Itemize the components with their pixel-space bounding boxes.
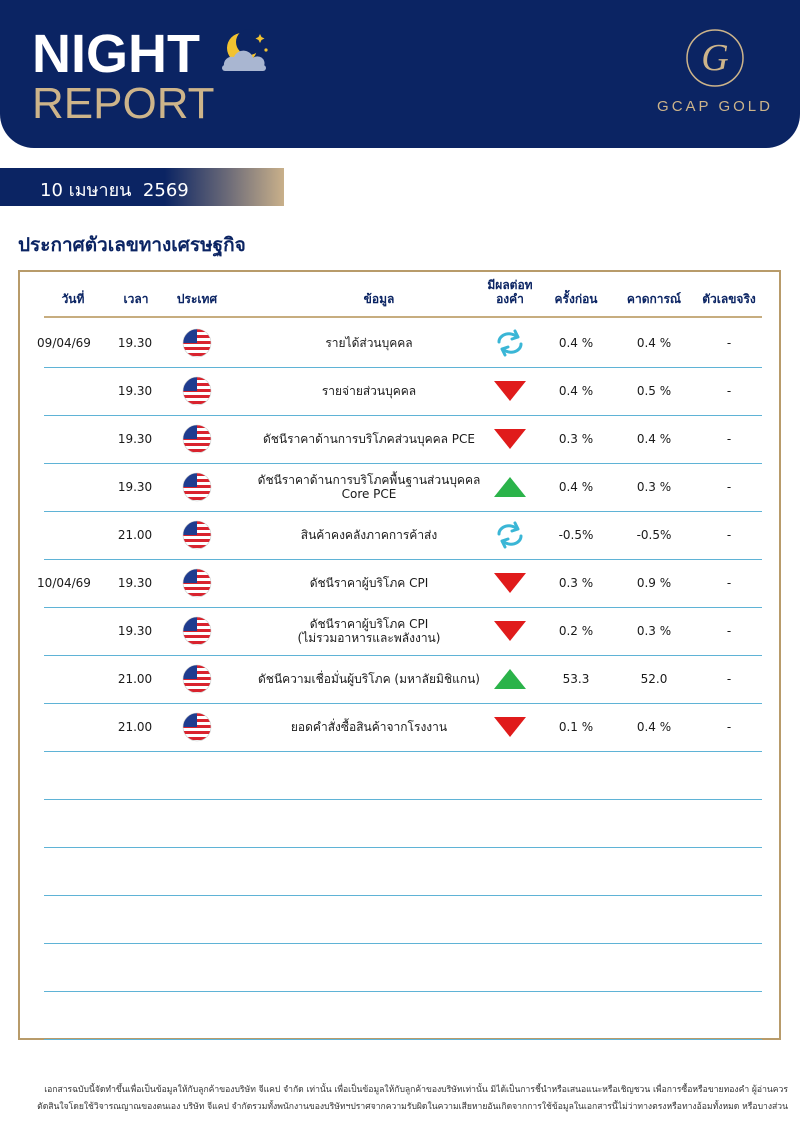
table-row (44, 464, 762, 512)
row-date (28, 464, 100, 510)
table-row (44, 608, 762, 656)
table-row (37, 320, 762, 368)
row-date (28, 656, 100, 702)
red-down-triangle-icon (492, 616, 528, 646)
gcap-logo-emblem (683, 26, 747, 90)
row-previous: -0.5% (558, 528, 594, 542)
row-forecast: 0.9 % (636, 576, 672, 590)
row-time: 19.30 (117, 336, 153, 350)
row-previous: 0.4 % (558, 336, 594, 350)
row-info: สินค้าคงคลังภาคการค้าส่ง (300, 528, 438, 542)
us-flag-icon (182, 712, 212, 742)
row-actual: - (726, 624, 732, 638)
row-actual: - (726, 576, 732, 590)
green-up-triangle-icon (492, 664, 528, 694)
row-date (28, 512, 100, 558)
row-date (28, 704, 100, 750)
row-time: 21.00 (117, 672, 153, 686)
row-time: 19.30 (117, 384, 153, 398)
table-row (44, 704, 762, 752)
row-actual: - (726, 528, 732, 542)
row-actual: - (726, 384, 732, 398)
title-night: NIGHT (32, 24, 200, 84)
table-row (44, 368, 762, 416)
us-flag-icon (182, 616, 212, 646)
row-actual: - (726, 480, 732, 494)
us-flag-icon (182, 424, 212, 454)
table-header (44, 278, 762, 318)
header-impact: มีผลต่อทองคำ (487, 278, 533, 306)
us-flag-icon (182, 520, 212, 550)
row-info: ดัชนีราคาผู้บริโภค CPI (ไม่รวมอาหารและพลังงาน) (297, 617, 441, 645)
row-forecast: 0.4 % (636, 720, 672, 734)
green-up-triangle-icon (492, 472, 528, 502)
logo-letter: G (701, 37, 729, 79)
us-flag-icon (182, 376, 212, 406)
us-flag-icon (182, 568, 212, 598)
row-actual: - (726, 672, 732, 686)
us-flag-icon (182, 328, 212, 358)
red-down-triangle-icon (492, 376, 528, 406)
header-actual: ตัวเลขจริง (702, 292, 756, 306)
row-date: 09/04/69 (37, 336, 91, 350)
row-info: ดัชนีความเชื่อมั่นผู้บริโภค (มหาลัยมิชิแกน) (258, 672, 480, 686)
header-previous: ครั้งก่อน (554, 292, 598, 306)
empty-table-row (44, 896, 762, 944)
row-forecast: 0.5 % (636, 384, 672, 398)
row-previous: 0.3 % (558, 432, 594, 446)
header-country: ประเทศ (176, 292, 218, 306)
row-info: ดัชนีราคาด้านการบริโภคส่วนบุคคล PCE (262, 432, 476, 446)
row-forecast: 0.4 % (636, 336, 672, 350)
row-date (28, 416, 100, 462)
disclaimer-line-1: เอกสารฉบับนี้จัดทำขึ้นเพื่อเป็นข้อมูลให้กับลูกค้าของบริษัท จีแคป จำกัด เท่านั้น เพื่อเป็นข้อมูลให้กับลูกค้าของบริษัทเท่านั้น มิได้เป็นการชี้นำหรือเสนอแนะหรือเชิญชวน เพื่อการซื้อหรือขายทองคำ ผู้อ่านควร (44, 1085, 788, 1095)
cyan-refresh-icon (492, 328, 528, 358)
empty-table-row (44, 944, 762, 992)
row-actual: - (726, 432, 732, 446)
row-forecast: 52.0 (640, 672, 668, 686)
row-actual: - (726, 336, 732, 350)
logo-text: GCAP GOLD (657, 98, 773, 115)
us-flag-icon (182, 472, 212, 502)
row-time: 19.30 (117, 576, 153, 590)
section-title: ประกาศตัวเลขทางเศรษฐกิจ (18, 234, 246, 256)
header-date: วันที่ (61, 292, 85, 306)
header-forecast: คาดการณ์ (626, 292, 682, 306)
row-info: ดัชนีราคาผู้บริโภค CPI (309, 576, 429, 590)
table-row (37, 560, 762, 608)
moon-cloud-icon (216, 28, 272, 78)
cyan-refresh-icon (492, 520, 528, 550)
row-actual: - (726, 720, 732, 734)
disclaimer-footer (12, 1082, 788, 1116)
row-forecast: 0.3 % (636, 480, 672, 494)
row-previous: 0.4 % (558, 384, 594, 398)
date-bar (0, 168, 284, 206)
red-down-triangle-icon (492, 568, 528, 598)
title-report: REPORT (32, 79, 215, 128)
report-header (0, 0, 800, 148)
header-info: ข้อมูล (363, 292, 395, 306)
row-time: 21.00 (117, 528, 153, 542)
economic-calendar-panel (18, 270, 781, 1040)
table-row (44, 512, 762, 560)
row-forecast: 0.3 % (636, 624, 672, 638)
red-down-triangle-icon (492, 712, 528, 742)
row-previous: 0.4 % (558, 480, 594, 494)
row-previous: 53.3 (562, 672, 590, 686)
row-info: รายจ่ายส่วนบุคคล (321, 384, 417, 398)
row-previous: 0.2 % (558, 624, 594, 638)
row-forecast: -0.5% (636, 528, 672, 542)
row-date (28, 608, 100, 654)
row-info: ดัชนีราคาด้านการบริโภคพื้นฐานส่วนบุคคล Core PCE (257, 473, 481, 501)
row-time: 19.30 (117, 432, 153, 446)
table-row (44, 656, 762, 704)
report-date: 10 เมษายน 2569 (40, 180, 189, 201)
gcap-gold-logo (650, 26, 780, 126)
row-previous: 0.1 % (558, 720, 594, 734)
header-time: เวลา (123, 292, 149, 306)
row-previous: 0.3 % (558, 576, 594, 590)
row-time: 21.00 (117, 720, 153, 734)
table-row (44, 416, 762, 464)
row-info: ยอดคำสั่งซื้อสินค้าจากโรงงาน (290, 720, 448, 734)
row-time: 19.30 (117, 480, 153, 494)
empty-table-row (44, 800, 762, 848)
disclaimer-line-2: ตัดสินใจโดยใช้วิจารณญาณของตนเอง บริษัท จีแคป จำกัดรวมทั้งพนักงานของบริษัทฯปราศจากความรับผิดในความเสียหายอันเกิดจากการใช้ข้อมูลในเอกสารนี้ไม่ว่าทางตรงหรือทางอ้อมทั้งหมด หรือบางส่วน (37, 1102, 788, 1112)
red-down-triangle-icon (492, 424, 528, 454)
row-time: 19.30 (117, 624, 153, 638)
row-date (28, 368, 100, 414)
us-flag-icon (182, 664, 212, 694)
row-date: 10/04/69 (37, 576, 91, 590)
row-forecast: 0.4 % (636, 432, 672, 446)
empty-table-row (44, 752, 762, 800)
row-info: รายได้ส่วนบุคคล (325, 336, 413, 350)
empty-table-row (44, 848, 762, 896)
empty-table-row (44, 992, 762, 1040)
